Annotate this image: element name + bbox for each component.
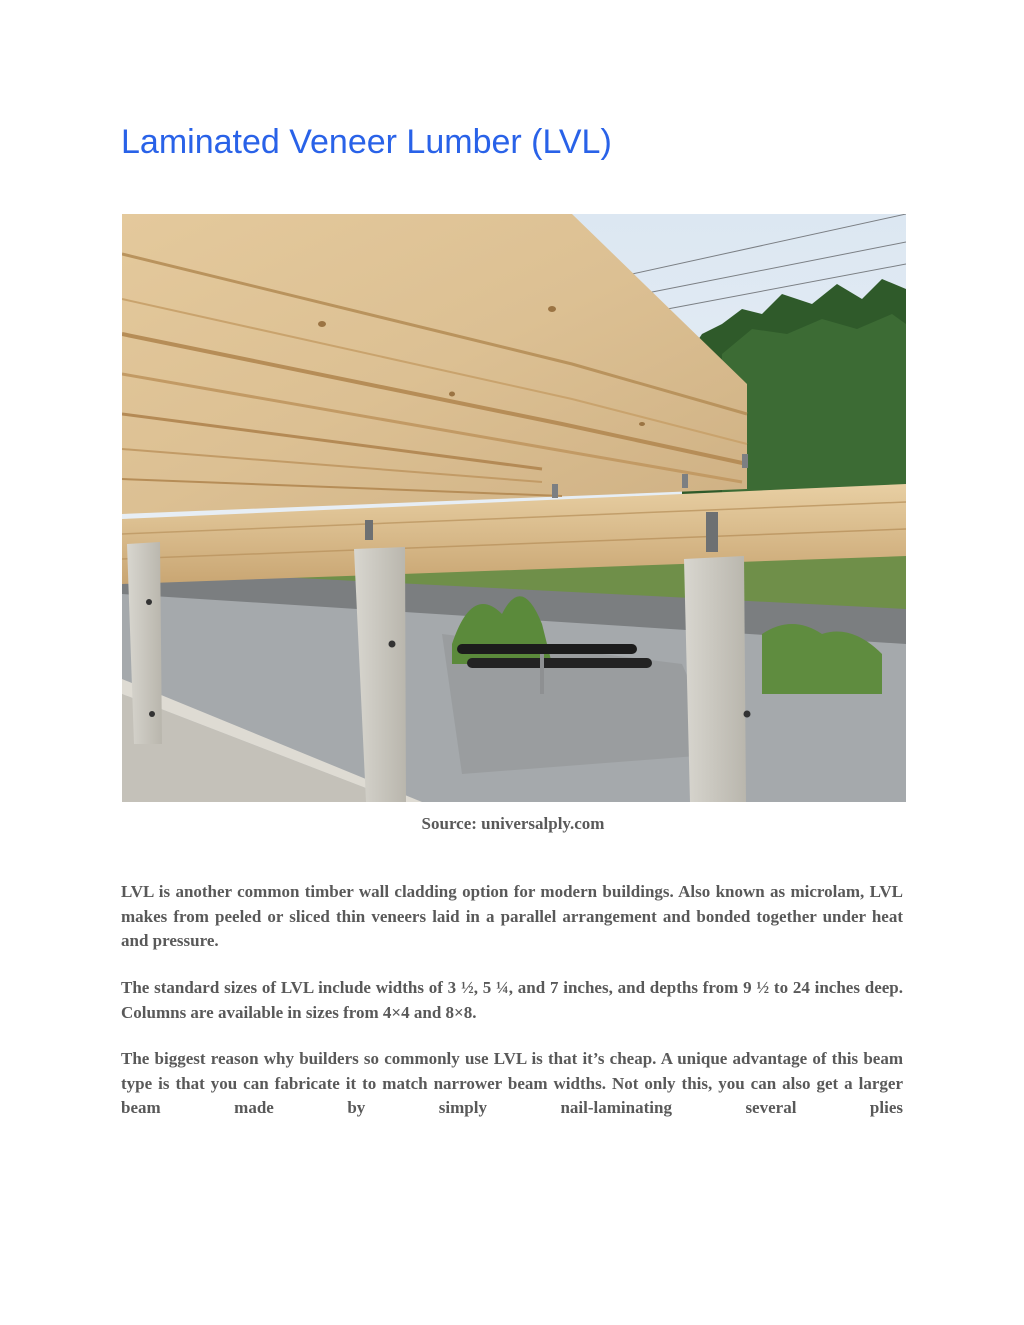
paragraph-lvl-sizes: The standard sizes of LVL include widths of 3 ½, 5 ¼, and 7 inches, and depths from 9 ½ to 24 inches deep. Columns are available in sizes from 4×4 and 8×8. — [121, 978, 903, 1022]
paragraph-lvl-intro: LVL is another common timber wall cladding option for modern buildings. Also known as microlam, LVL makes from peeled or sliced thin veneers laid in a parallel arrangement and bonded together under heat and pressure. — [121, 882, 903, 950]
lvl-beam-photo — [122, 214, 906, 802]
image-caption: Source: universalply.com — [421, 814, 605, 833]
paragraph-lvl-advantages: The biggest reason why builders so commonly use LVL is that it’s cheap. A unique advantage of this beam type is that you can fabricate it to match narrower beam widths. Not only this, you can also get a larger beam made by simply nail-laminating several plies — [121, 1049, 903, 1117]
page-title: Laminated Veneer Lumber (LVL) — [121, 123, 612, 161]
